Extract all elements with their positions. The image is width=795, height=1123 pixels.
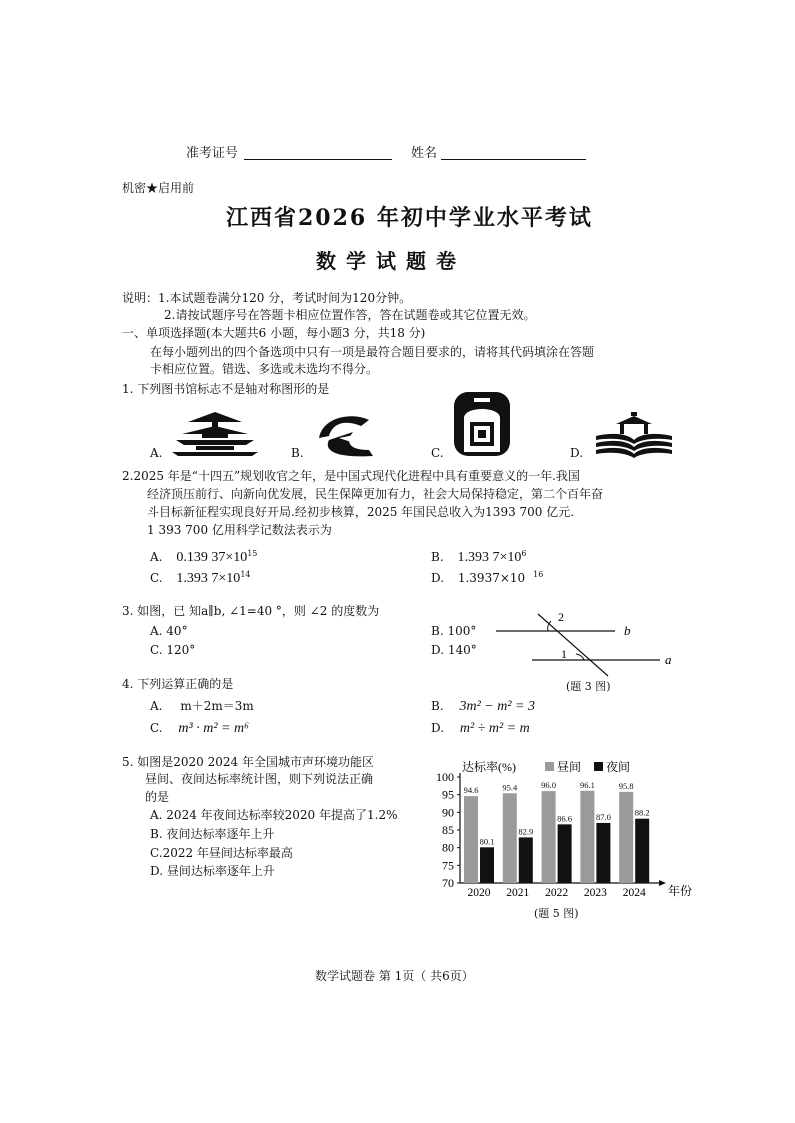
q2-option-a[interactable]: [150, 546, 257, 566]
data-label-night: 88.2: [634, 807, 650, 818]
q3-option-d[interactable]: D. 140°: [431, 643, 477, 657]
instruction-line-2: 2.请按试题序号在答题卡相应位置作答，答在试题卷或其它位置无效。: [164, 308, 536, 322]
bar-day: [619, 792, 633, 883]
section-desc-2: 卡相应位置。错选、多选或未选均不得分。: [150, 362, 379, 376]
q2-line-4: 1 393 700 亿用科学记数法表示为: [147, 523, 332, 537]
q2-option-b-mantissa: 1.393 7×10: [457, 550, 522, 565]
q4-option-d[interactable]: [431, 720, 530, 737]
q5-bar-chart: [420, 755, 693, 905]
q5-line-2: 昼间、夜间达标率统计图，则下列说法正确: [145, 772, 374, 786]
q5-option-c[interactable]: C.2022 年昼间达标率最高: [150, 846, 293, 860]
q3-option-c[interactable]: C. 120°: [150, 643, 196, 657]
q1-option-d-label[interactable]: D.: [570, 446, 584, 460]
exam-id-blank[interactable]: [244, 145, 392, 160]
pagoda-logo-icon: [172, 410, 258, 456]
y-tick-label: 95: [442, 787, 454, 802]
q2-line-3: 斗目标新征程实现良好开局.经初步核算，2025 年国民总收入为1393 700 亿元.: [147, 505, 575, 519]
x-axis-arrow: [659, 880, 666, 886]
bar-night: [596, 823, 610, 883]
bar-night: [635, 819, 649, 883]
legend-swatch-night: [594, 762, 603, 771]
angle-1-arc: [576, 654, 584, 660]
legend-swatch-day: [545, 762, 554, 771]
q2-line-1: 2.2025 年是“十四五”规划收官之年，是中国式现代化进程中具有重要意义的一年.我国: [122, 469, 580, 483]
data-label-day: 95.8: [618, 780, 634, 791]
x-tick-label: 2024: [622, 887, 646, 899]
q4-option-b-expr: 3m² − m² = 3: [459, 699, 535, 714]
x-tick-label: 2022: [545, 887, 569, 899]
q5-option-b[interactable]: B. 夜间达标率逐年上升: [150, 827, 275, 841]
q2-option-a-exponent: 15: [247, 549, 258, 558]
instruction-line-1: 说明：1.本试题卷满分120 分，考试时间为120分钟。: [122, 291, 412, 305]
q2-option-b-label: B.: [431, 550, 444, 564]
bar-day: [580, 791, 594, 883]
y-tick-label: 75: [442, 858, 454, 873]
q5-option-d[interactable]: D. 昼间达标率逐年上升: [150, 864, 275, 878]
data-label-night: 82.9: [518, 826, 534, 837]
q2-option-d[interactable]: [431, 567, 543, 586]
q4-option-a[interactable]: [150, 698, 254, 714]
open-book-pavilion-logo-icon: [594, 410, 674, 458]
name-label: 姓名: [411, 146, 438, 161]
arch-seal-logo-icon: [452, 390, 512, 458]
q3-option-a[interactable]: A. 40°: [150, 624, 188, 638]
q5-line-3: 的是: [145, 790, 170, 804]
x-axis-label: 年份: [668, 884, 693, 898]
q2-option-c-label: C.: [150, 571, 163, 585]
q1-stem: 1. 下列图书馆标志不是轴对称图形的是: [122, 382, 330, 396]
y-tick-label: 70: [442, 876, 454, 890]
page-footer: 数学试题卷 第 1页（ 共6页）: [315, 969, 474, 983]
q2-option-b[interactable]: [431, 546, 526, 566]
q3-parallel-lines-figure: [490, 608, 680, 680]
x-tick-label: 2023: [583, 887, 607, 899]
data-label-day: 96.1: [579, 779, 595, 790]
secret-mark: 机密★启用前: [122, 181, 195, 195]
exam-id-label: 准考证号: [186, 146, 239, 161]
q4-option-d-expr: m² ÷ m² = m: [459, 721, 530, 736]
q1-option-b-label[interactable]: B.: [291, 446, 304, 460]
q5-option-a[interactable]: A. 2024 年夜间达标率较2020 年提高了1.2%: [150, 808, 398, 822]
data-label-day: 96.0: [541, 780, 557, 791]
q5-caption: (题 5 图): [534, 907, 579, 920]
y-tick-label: 85: [442, 823, 454, 837]
q4-option-d-label: D.: [431, 721, 445, 735]
q1-option-a-label[interactable]: A.: [150, 446, 163, 460]
q1-option-c-label[interactable]: C.: [431, 446, 444, 460]
q3-option-b[interactable]: B. 100°: [431, 624, 477, 638]
y-axis-label: 达标率(%): [462, 760, 516, 774]
fig-label-b: b: [624, 623, 631, 638]
name-blank[interactable]: [441, 145, 586, 160]
fig-label-1: 1: [561, 647, 567, 661]
bar-night: [519, 837, 533, 883]
y-tick-label: 90: [442, 805, 454, 820]
q3-stem: 3. 如图，已 知a∥b, ∠1=40 °，则 ∠2 的度数为: [122, 604, 380, 618]
y-tick-label: 80: [442, 840, 454, 855]
q2-option-d-mantissa: 1.3937×10: [457, 571, 526, 585]
legend-label-day: 昼间: [557, 760, 582, 774]
q4-option-c-expr: m³ · m² = m⁶: [178, 721, 249, 736]
data-label-day: 94.6: [463, 785, 479, 796]
data-label-night: 87.0: [595, 811, 611, 822]
q4-option-a-expr: m＋2m＝3m: [180, 699, 254, 713]
fig-label-a: a: [665, 652, 672, 667]
bar-night: [558, 824, 572, 883]
data-label-night: 86.6: [557, 813, 573, 824]
section-desc-1: 在每小题列出的四个备选项中只有一项是最符合题目要求的，请将其代码填涂在答题: [150, 345, 595, 359]
bar-day: [503, 793, 517, 883]
fig-label-2: 2: [558, 610, 564, 624]
exam-title: 江西省2026 年初中学业水平考试: [226, 205, 593, 231]
legend-label-night: 夜间: [606, 760, 631, 774]
bar-day: [542, 791, 556, 883]
y-tick-label: 100: [436, 770, 454, 784]
section-heading: 一、单项选择题(本大题共6 小题，每小题3 分，共18 分): [122, 326, 426, 340]
bar-day: [464, 796, 478, 883]
exam-subtitle: 数学试题卷: [316, 249, 466, 273]
bar-night: [480, 847, 494, 883]
data-label-day: 95.4: [502, 782, 518, 793]
x-tick-label: 2021: [506, 887, 530, 899]
x-tick-label: 2020: [467, 887, 491, 899]
q2-option-c-mantissa: 1.393 7×10: [176, 571, 241, 586]
q4-stem: 4. 下列运算正确的是: [122, 677, 234, 691]
data-label-night: 80.1: [479, 836, 495, 847]
q3-caption: (题 3 图): [566, 680, 611, 693]
q2-option-a-label: A.: [150, 550, 163, 564]
q4-option-c[interactable]: [150, 720, 249, 737]
q2-option-a-mantissa: 0.139 37×10: [176, 550, 248, 565]
q2-line-2: 经济顶压前行、向新向优发展，民生保障更加有力，社会大局保持稳定，第二个百年奋: [147, 487, 604, 501]
curved-book-logo-icon: [309, 410, 377, 456]
q4-option-b[interactable]: [431, 698, 535, 715]
q4-option-b-label: B.: [431, 699, 444, 713]
q2-option-d-label: D.: [431, 571, 445, 585]
q4-option-c-label: C.: [150, 721, 163, 735]
q4-option-a-label: A.: [150, 699, 163, 713]
q2-option-b-exponent: 6: [521, 549, 527, 558]
q2-option-d-exponent: 16: [533, 570, 544, 579]
q2-option-c[interactable]: [150, 567, 251, 587]
q5-line-1: 5. 如图是2020 2024 年全国城市声环境功能区: [122, 755, 374, 769]
q2-option-c-exponent: 14: [240, 570, 251, 579]
